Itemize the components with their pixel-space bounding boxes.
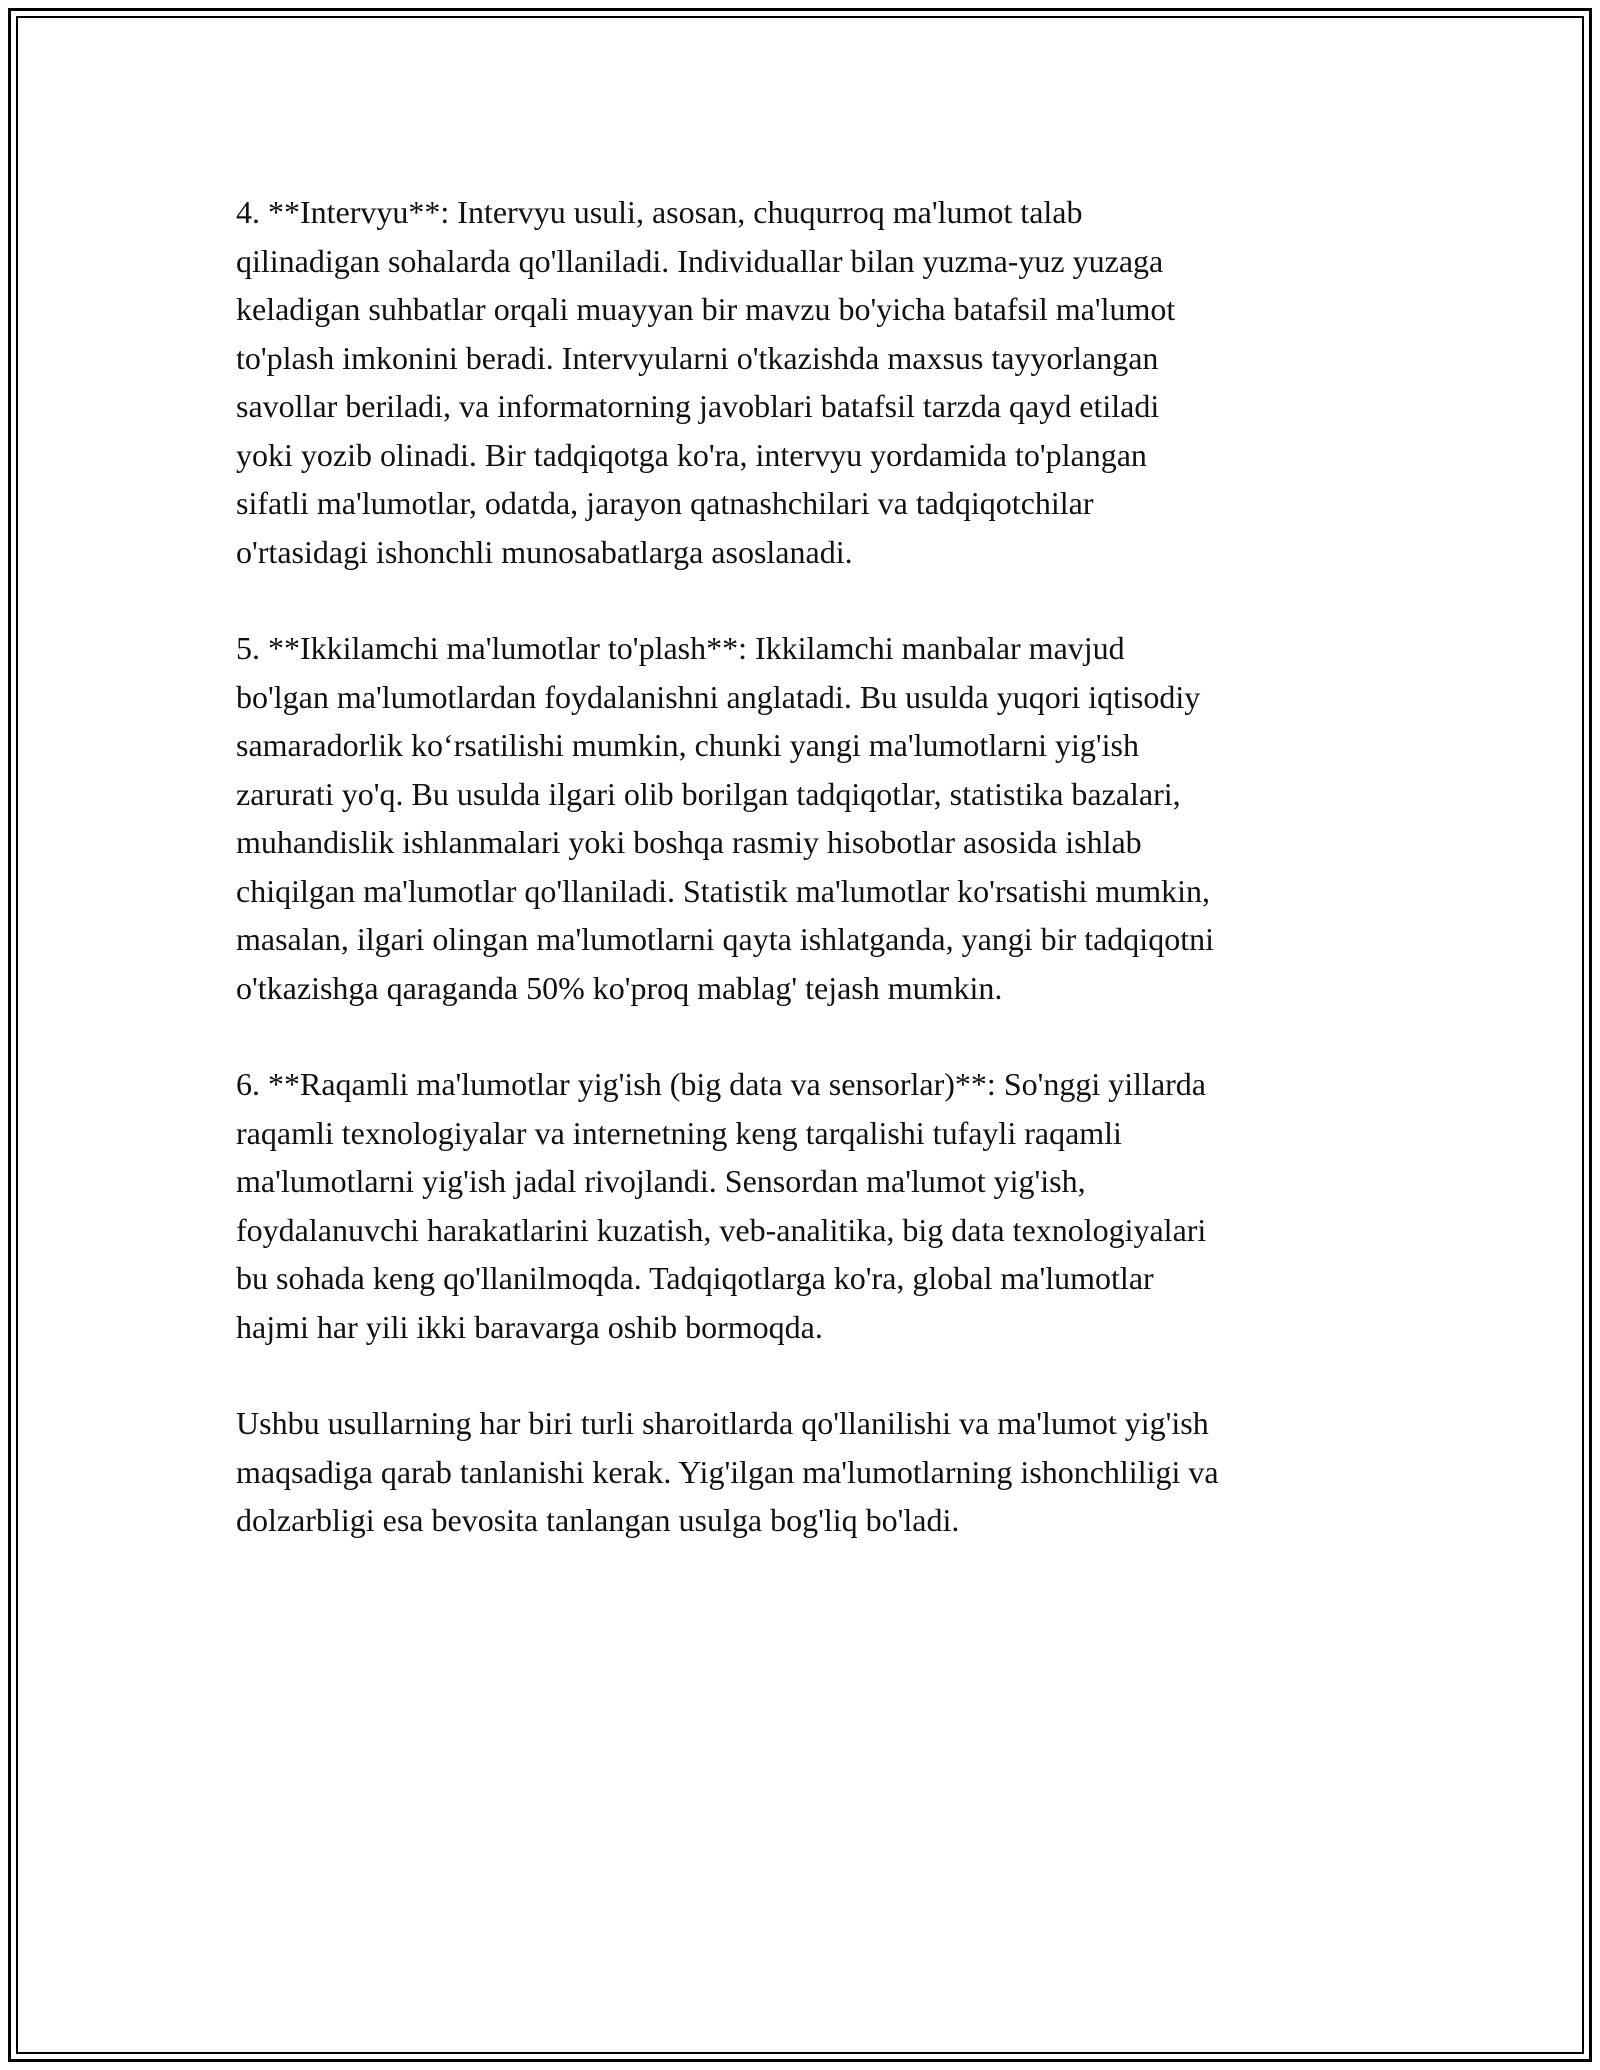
paragraph-interview: 4. **Intervyu**: Intervyu usuli, asosan, chuqurroq ma'lumot talab qilinadigan sohalarda qo'llaniladi. Individuallar bilan yuzma-yuz yuzaga keladigan suhbatlar orqali muayyan bir mavzu bo'yicha batafsil ma'lumot to'plash imkonini beradi. Intervyularni o'tkazishda maxsus tayyorlangan savollar beriladi, va informatorning javoblari batafsil tarzda qayd etiladi yoki yozib olinadi. Bir tadqiqotga ko'ra, intervyu yordamida to'plangan sifatli ma'lumotlar, odatda, jarayon qatnashchilari va tadqiqotchilar o'rtasidagi ishonchli munosabatlarga asoslanadi. (236, 194, 1176, 570)
paragraph-conclusion: Ushbu usullarning har biri turli sharoitlarda qo'llanilishi va ma'lumot yig'ish maqsadiga qarab tanlanishi kerak. Yig'ilgan ma'lumotlarning ishonchliligi va dolzarbligi esa bevosita tanlangan usulga bog'liq bo'ladi. (236, 1405, 1219, 1538)
paragraph-secondary-data: 5. **Ikkilamchi ma'lumotlar to'plash**: Ikkilamchi manbalar mavjud bo'lgan ma'lumotlardan foydalanishni anglatadi. Bu usulda yuqori iqtisodiy samaradorlik ko‘rsatilishi mumkin, chunki yangi ma'lumotlarni yig'ish zarurati yo'q. Bu usulda ilgari olib borilgan tadqiqotlar, statistika bazalari, muhandislik ishlanmalari yoki boshqa rasmiy hisobotlar asosida ishlab chiqilgan ma'lumotlar qo'llaniladi. Statistik ma'lumotlar ko'rsatishi mumkin, masalan, ilgari olingan ma'lumotlarni qayta ishlatganda, yangi bir tadqiqotni o'tkazishga qaraganda 50% ko'proq mablag' tejash mumkin. (236, 630, 1214, 1006)
document-body (236, 188, 1386, 1593)
paragraph-digital-data: 6. **Raqamli ma'lumotlar yig'ish (big data va sensorlar)**: So'nggi yillarda raqamli texnologiyalar va internetning keng tarqalishi tufayli raqamli ma'lumotlarni yig'ish jadal rivojlandi. Sensordan ma'lumot yig'ish, foydalanuvchi harakatlarini kuzatish, veb-analitika, big data texnologiyalari bu sohada keng qo'llanilmoqda. Tadqiqotlarga ko'ra, global ma'lumotlar hajmi har yili ikki baravarga oshib bormoqda. (236, 1066, 1207, 1345)
